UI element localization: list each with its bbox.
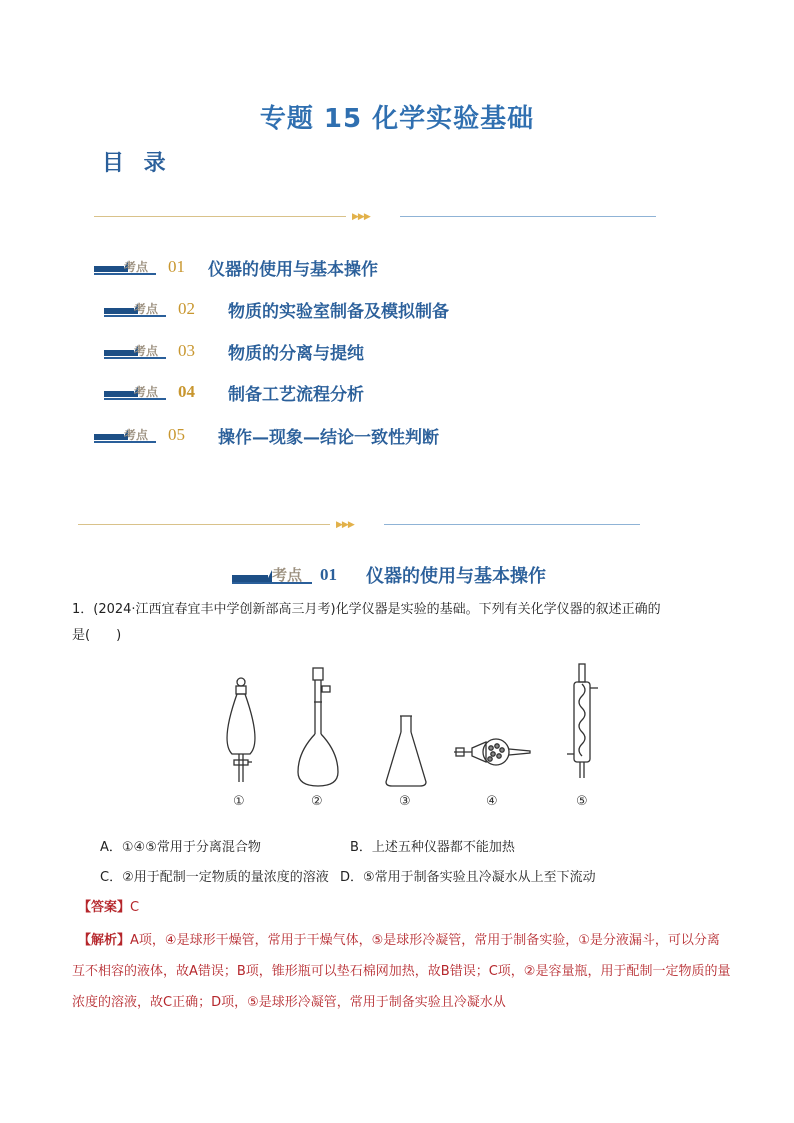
toc-number: 02: [178, 299, 195, 318]
divider-top: ▶▶▶: [94, 211, 656, 223]
apparatus-figure: [210, 662, 610, 814]
toc-badge: 考点: [104, 300, 168, 318]
question-line-1: 1．(2024·江西宜春宜丰中学创新部高三月考)化学仪器是实验的基础。下列有关化学仪器的叙述正确的: [72, 602, 661, 617]
toc-item-03[interactable]: [104, 338, 364, 364]
toc-text: 制备工艺流程分析: [228, 384, 364, 405]
toc-item-04[interactable]: [104, 379, 364, 405]
toc-item-05[interactable]: [94, 422, 439, 448]
option-c[interactable]: C．②用于配制一定物质的量浓度的溶液: [100, 870, 329, 885]
apparatus-label-4: ④: [486, 794, 498, 809]
option-b[interactable]: B．上述五种仪器都不能加热: [350, 840, 515, 855]
toc-heading: 目 录: [102, 151, 172, 176]
toc-number: 05: [168, 425, 185, 444]
option-a[interactable]: A．①④⑤常用于分离混合物: [100, 840, 261, 855]
question-line-2: 是( ): [72, 628, 122, 643]
toc-badge: 考点: [94, 426, 158, 444]
section-heading: [232, 562, 546, 588]
toc-text: 仪器的使用与基本操作: [208, 259, 378, 280]
apparatus-label-3: ③: [399, 794, 411, 809]
section-number: 01: [320, 565, 337, 584]
option-d[interactable]: D．⑤常用于制备实验且冷凝水从上至下流动: [340, 870, 596, 885]
toc-text: 物质的实验室制备及模拟制备: [228, 301, 449, 322]
toc-item-02[interactable]: [104, 296, 449, 322]
conical-flask-icon: [386, 716, 426, 786]
analysis: [72, 925, 732, 1018]
toc-number: 04: [178, 382, 195, 401]
section-title: 仪器的使用与基本操作: [366, 566, 546, 587]
separatory-funnel-icon: [227, 678, 255, 782]
page-title: 专题 15 化学实验基础: [259, 104, 535, 134]
analysis-label: 【解析】: [78, 933, 131, 948]
toc-number: 01: [168, 257, 185, 276]
toc-number: 03: [178, 341, 195, 360]
toc-badge: 考点: [104, 383, 168, 401]
toc-badge: 考点: [94, 258, 158, 276]
answer: [78, 896, 139, 915]
toc-text: 操作—现象—结论一致性判断: [218, 427, 439, 448]
volumetric-flask-icon: [298, 668, 338, 786]
answer-label: 【答案】: [78, 900, 131, 915]
apparatus-label-1: ①: [233, 794, 245, 809]
section-badge: 考点: [232, 566, 316, 584]
analysis-text: A项，④是球形干燥管，常用于干燥气体，⑤是球形冷凝管，常用于制备实验，①是分液漏斗，可以分离互不相容的液体，故A错误；B项，锥形瓶可以垫石棉网加热，故B错误；C项，②是容量瓶，用于配制一定物质的量浓度的溶液，故C正确；D项，⑤是球形冷凝管，常用于制备实验且冷凝水从: [72, 933, 731, 1010]
toc-item-01[interactable]: [94, 254, 378, 280]
reflux-condenser-icon: [567, 664, 598, 778]
apparatus-label-2: ②: [311, 794, 323, 809]
toc-text: 物质的分离与提纯: [228, 343, 364, 364]
answer-value: C: [130, 900, 140, 915]
toc-badge: 考点: [104, 342, 168, 360]
apparatus-label-5: ⑤: [576, 794, 588, 809]
divider-bottom: ▶▶▶: [78, 519, 640, 531]
question-stem: [72, 597, 728, 649]
drying-tube-icon: [454, 739, 530, 765]
